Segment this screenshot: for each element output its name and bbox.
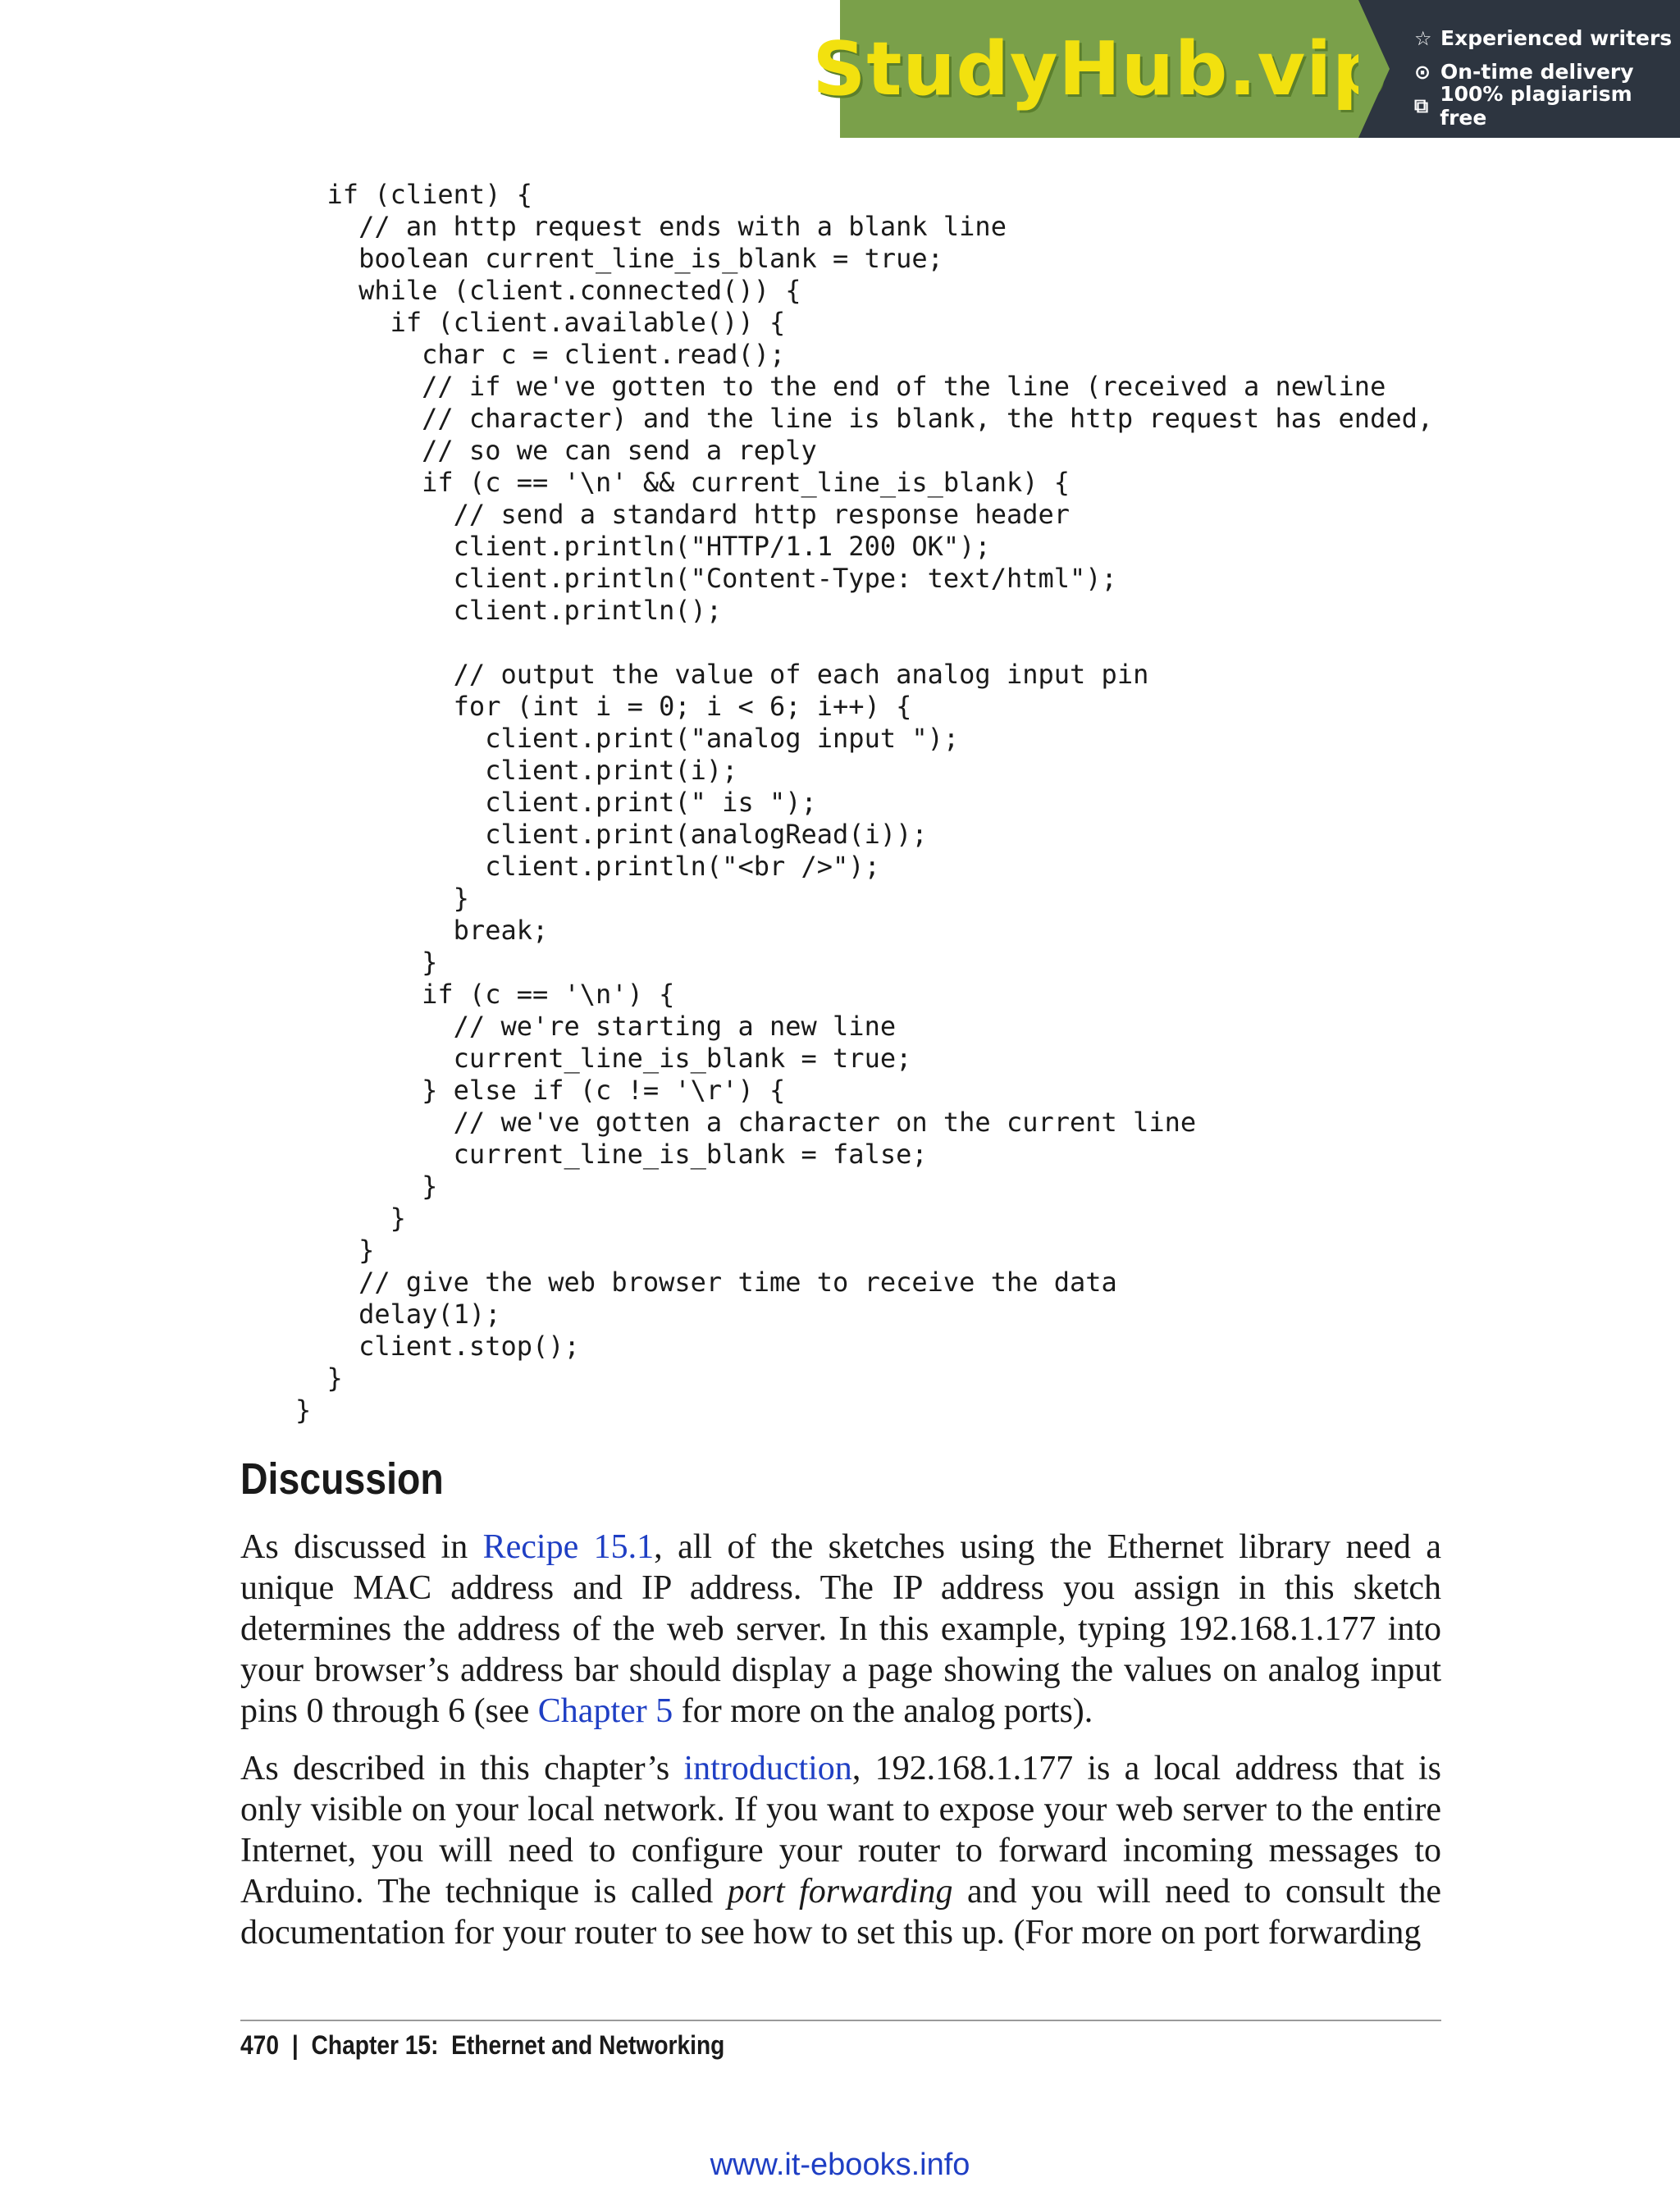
page-footer xyxy=(240,2030,724,2061)
feature-list xyxy=(1358,0,1680,138)
code-listing: if (client) { // an http request ends with a blank line boolean current_line_is_blank = true; while (client.connected()) { if (client.available()) { char c = client.read(); // if we've gotten to the end of the line (received a newline // character) and the line is blank, the http request has ended, // so we can send a reply if (c == '\n' && current_line_is_blank) { // send a standard http response header client.println("HTTP/1.1 200 OK"); client.println("Content-Type: text/html"); client.println(); // output the value of each analog input pin for (int i = 0; i < 6; i++) { client.print("analog input "); client.print(i); client.print(" is "); client.print(analogRead(i)); client.println("<br />"); } break; } if (c == '\n') { // we're starting a new line current_line_is_blank = true; } else if (c != '\r') { // we've gotten a character on the current line current_line_is_blank = false; } } } // give the web browser time to receive the data delay(1); client.stop(); } } xyxy=(295,179,1434,1426)
paragraph-1 xyxy=(240,1527,1441,1732)
promo-banner[interactable] xyxy=(812,0,1680,138)
feature-label: On-time delivery xyxy=(1440,60,1634,84)
footer-divider xyxy=(240,2020,1441,2021)
brand-name: StudyHub.vip xyxy=(812,25,1386,112)
text: , all of the sketches using the Ethernet library need a unique MAC address and IP address. The IP address you assign in this sketch determines the address of the web server. In this example, typing 192.168.1.177 into your browser’s address bar should display a page showing the values on analog input pins 0 through 6 (see xyxy=(240,1528,1441,1730)
star-icon: ☆ xyxy=(1414,26,1432,50)
page-number: 470 xyxy=(240,2030,279,2060)
clock-icon: ⊙ xyxy=(1414,60,1431,84)
text: for more on the analog ports). xyxy=(673,1692,1093,1730)
text: As described in this chapter’s xyxy=(240,1750,684,1787)
watermark-link[interactable]: www.it-ebooks.info xyxy=(710,2148,970,2182)
text: , 192.168.1.177 is a local address that is only visible on your local network. If you want to expose your web server to the entire Internet, you will need to configure your router to forward incoming messages to Arduino. The technique is called xyxy=(240,1750,1441,1911)
chapter-title: Chapter 15: Ethernet and Networking xyxy=(311,2030,725,2060)
feature-item xyxy=(1414,21,1680,55)
feature-item xyxy=(1414,81,1680,130)
recipe-link[interactable]: Recipe 15.1 xyxy=(482,1528,655,1566)
emphasis-term: port forwarding xyxy=(727,1873,953,1911)
brand-logo[interactable] xyxy=(812,0,1386,138)
section-heading: Discussion xyxy=(240,1454,444,1504)
paragraph-2 xyxy=(240,1748,1441,1953)
footer-separator: | xyxy=(291,2030,299,2060)
feature-label: Experienced writers xyxy=(1440,26,1673,50)
copy-icon: ⧉ xyxy=(1414,94,1429,117)
introduction-link[interactable]: introduction xyxy=(683,1750,852,1787)
chapter-link[interactable]: Chapter 5 xyxy=(537,1692,673,1730)
text: As discussed in xyxy=(240,1528,483,1566)
text: and you will need to consult the documentation for your router to see how to set this up. (For more on port forwarding xyxy=(240,1873,1441,1952)
banner-chevron xyxy=(1358,0,1390,138)
feature-label: 100% plagiarism free xyxy=(1440,81,1632,130)
